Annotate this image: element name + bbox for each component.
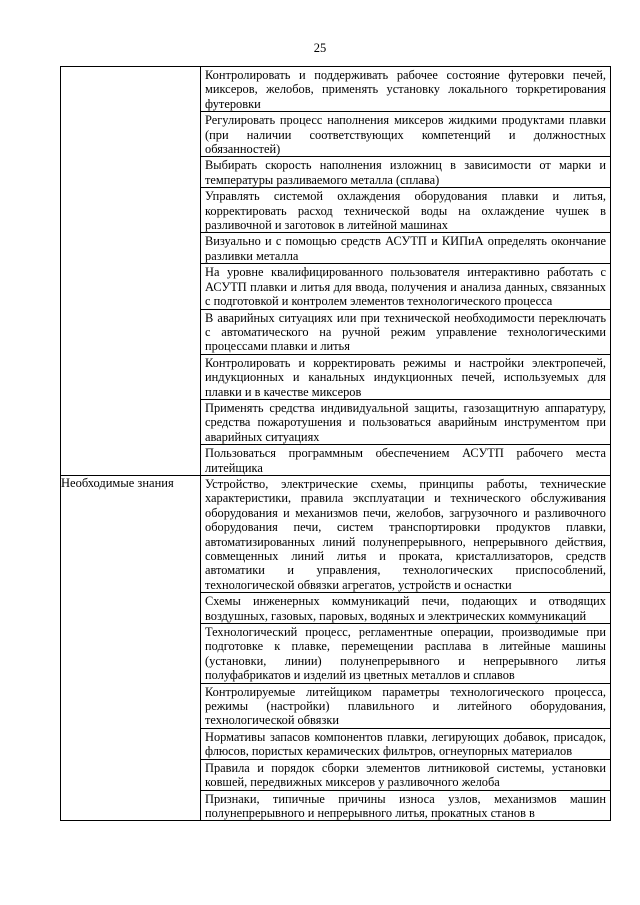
row-content-cell xyxy=(201,475,611,820)
list-item: Схемы инженерных коммуникаций печи, подающих и отводящих воздушных, газовых, паровых, водяных и электрических коммуникаций xyxy=(201,592,610,623)
list-item: Контролируемые литейщиком параметры технологического процесса, режимы (настройки) плавильного и литейного оборудования, технологической обвязки xyxy=(201,683,610,728)
requirements-table xyxy=(60,66,611,821)
list-item: Выбирать скорость наполнения изложниц в зависимости от марки и температуры разливаемого металла (сплава) xyxy=(201,156,610,187)
list-item: Применять средства индивидуальной защиты, газозащитную аппаратуру, средства пожаротушения и пользоваться аварийным инструментом при аварийных ситуациях xyxy=(201,399,610,444)
row-label-cell: Необходимые знания xyxy=(61,475,201,820)
row-label-cell xyxy=(61,67,201,476)
list-item: В аварийных ситуациях или при технической необходимости переключать с автоматического на ручной режим управление технологическими процессами плавки и литья xyxy=(201,309,610,354)
list-item: Контролировать и корректировать режимы и настройки электропечей, индукционных и канальных индукционных печей, используемых для плавки и в качестве миксеров xyxy=(201,354,610,399)
table-row xyxy=(61,475,611,820)
list-item: Нормативы запасов компонентов плавки, легирующих добавок, присадок, флюсов, пористых керамических фильтров, огнеупорных материалов xyxy=(201,728,610,759)
list-item: Устройство, электрические схемы, принципы работы, технические характеристики, правила эксплуатации и технического обслуживания оборудования и механизмов печи, желобов, загрузочного и разливочного оборудования печи, систем транспортировки продуктов плавки, автоматизированных линий полунепрерывного, непрерывного действия, совмещенных линий литья и проката, кристаллизаторов, средств автоматики и управления, технологических приспособлений, технологической обвязки агрегатов, устройств и оснастки xyxy=(205,476,606,592)
list-item: Контролировать и поддерживать рабочее состояние футеровки печей, миксеров, желобов, применять установку локального торкретирования футеровки xyxy=(205,68,606,111)
row-content-cell xyxy=(201,67,611,476)
list-item: Визуально и с помощью средств АСУТП и КИПиА определять окончание разливки металла xyxy=(201,232,610,263)
list-item: Технологический процесс, регламентные операции, производимые при подготовке к плавке, перемещении расплава в литейные машины (установки, линии) полунепрерывного и непрерывного литья полуфабрикатов и изделий из цветных металлов и сплавов xyxy=(201,623,610,683)
page-number: 25 xyxy=(313,41,327,55)
list-item: Управлять системой охлаждения оборудования плавки и литья, корректировать расход технической воды на охлаждение чушек в разливочной и заготовок в литейной машинах xyxy=(201,187,610,232)
list-item: Правила и порядок сборки элементов литниковой системы, установки ковшей, передвижных миксеров у разливочного желоба xyxy=(201,759,610,790)
list-item: Регулировать процесс наполнения миксеров жидкими продуктами плавки (при наличии соответствующих компетенций и должностных обязанностей) xyxy=(201,111,610,156)
list-item: Пользоваться программным обеспечением АСУТП рабочего места литейщика xyxy=(201,444,610,475)
list-item: Признаки, типичные причины износа узлов, механизмов машин полунепрерывного и непрерывного литья, прокатных станов в xyxy=(201,790,610,821)
table-row xyxy=(61,67,611,476)
list-item: На уровне квалифицированного пользователя интерактивно работать с АСУТП плавки и литья для ввода, получения и анализа данных, связанных с подготовкой и контролем элементов технологического процесса xyxy=(201,263,610,308)
